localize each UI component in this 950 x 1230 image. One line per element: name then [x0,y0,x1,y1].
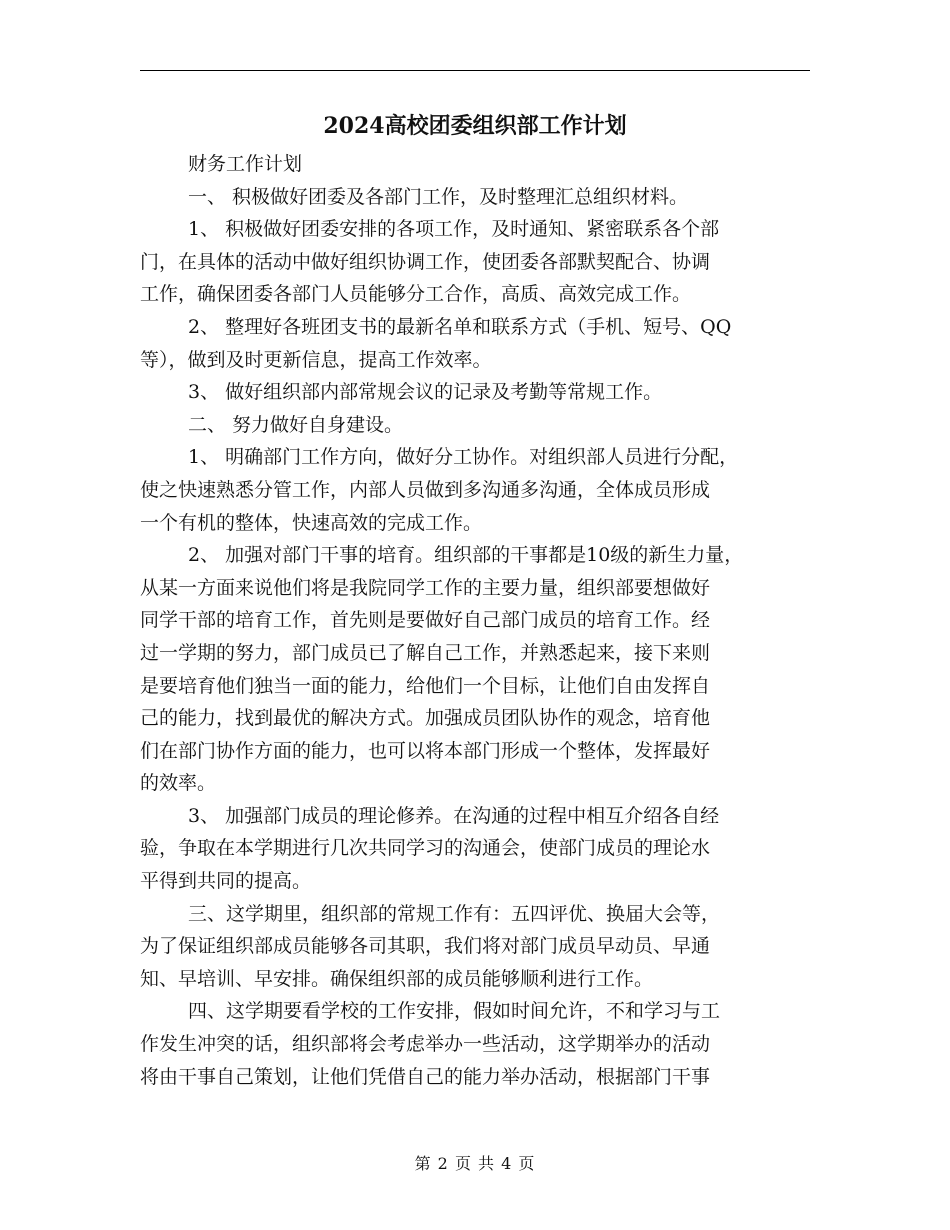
document-title: 2024高校团委组织部工作计划 [323,113,627,139]
text-line: 知、早培训、早安排。确保组织部的成员能够顺利进行工作。 [140,967,654,990]
text-line: 平得到共同的提高。 [140,870,312,893]
text-line: 将由干事自己策划，让他们凭借自己的能力举办活动，根据部门干事 [140,1065,711,1088]
text-line: 门，在具体的活动中做好组织协调工作，使团委各部默契配合、协调 [140,250,711,273]
text-line: 同学干部的培育工作，首先则是要做好自己部门成员的培育工作。经 [140,609,711,632]
text-line: 工作，确保团委各部门人员能够分工合作，高质、高效完成工作。 [140,283,692,306]
text-line: 们在部门协作方面的能力，也可以将本部门形成一个整体，发挥最好 [140,739,711,762]
text-line: 财务工作计划 [188,153,303,175]
text-line: 过一学期的努力，部门成员已了解自己工作，并熟悉起来，接下来则 [140,641,711,664]
text-line: 验，争取在本学期进行几次共同学习的沟通会，使部门成员的理论水 [140,837,711,860]
text-line: 一个有机的整体，快速高效的完成工作。 [140,511,483,534]
text-line: 3、 做好组织部内部常规会议的记录及考勤等常规工作。 [188,381,663,404]
text-line: 1、 明确部门工作方向，做好分工协作。对组织部人员进行分配， [188,446,739,469]
text-line: 2、 整理好各班团支书的最新名单和联系方式（手机、短号、QQ [188,315,732,338]
text-line: 作发生冲突的话，组织部将会考虑举办一些活动，这学期举办的活动 [140,1033,711,1056]
text-line: 的效率。 [140,772,217,795]
text-line: 3、 加强部门成员的理论修养。在沟通的过程中相互介绍各自经 [188,804,720,827]
text-line: 是要培育他们独当一面的能力，给他们一个目标，让他们自由发挥自 [140,674,711,697]
text-line: 使之快速熟悉分管工作，内部人员做到多沟通多沟通，全体成员形成 [140,478,711,501]
page-footer: 第 2 页 共 4 页 [414,1154,536,1173]
header-rule [140,70,810,71]
document-body [140,148,815,1093]
text-line: 己的能力，找到最优的解决方式。加强成员团队协作的观念，培育他 [140,707,711,730]
text-line: 从某一方面来说他们将是我院同学工作的主要力量，组织部要想做好 [140,576,711,599]
text-line: 1、 积极做好团委安排的各项工作，及时通知、紧密联系各个部 [188,218,720,241]
text-line: 2、 加强对部门干事的培育。组织部的干事都是10级的新生力量， [188,544,744,567]
text-line: 四、这学期要看学校的工作安排，假如时间允许，不和学习与工 [188,1000,721,1023]
text-line: 一、 积极做好团委及各部门工作，及时整理汇总组织材料。 [188,185,689,208]
text-line: 二、 努力做好自身建设。 [188,413,404,436]
text-line: 为了保证组织部成员能够各司其职，我们将对部门成员早动员、早通 [140,935,711,958]
text-line: 三、这学期里，组织部的常规工作有：五四评优、换届大会等， [188,902,721,925]
text-line: 等），做到及时更新信息，提高工作效率。 [140,348,492,371]
